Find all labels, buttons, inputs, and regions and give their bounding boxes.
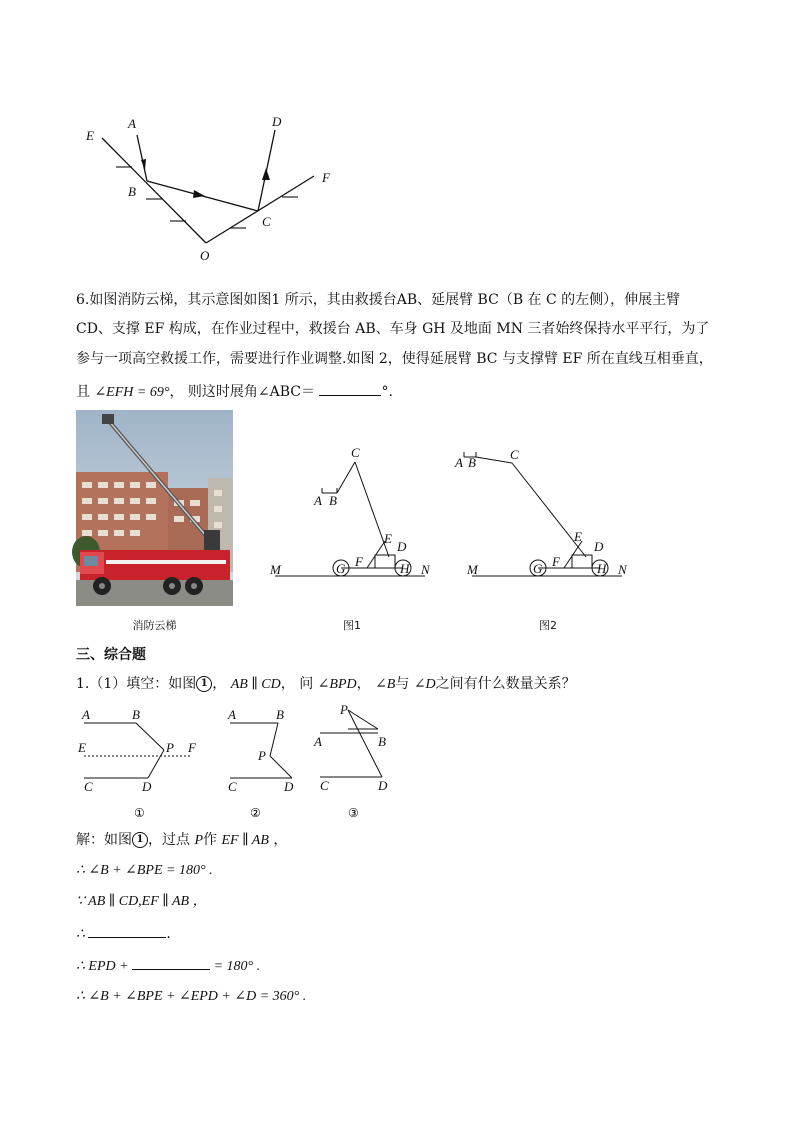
figure-q1-2	[222, 705, 312, 820]
fig1-M: M	[270, 562, 281, 577]
f2-A: A	[228, 707, 236, 722]
answer-blank-1[interactable]	[88, 923, 166, 938]
fig1-N: N	[421, 562, 430, 577]
q1-circle-num: 1	[196, 676, 212, 692]
f3-P: P	[340, 702, 348, 717]
f3-A: A	[314, 734, 322, 749]
fig2-F: F	[552, 554, 560, 569]
figure-2	[455, 445, 637, 585]
sol-l4-post: .	[166, 926, 171, 942]
f1-D: D	[142, 779, 152, 794]
f1-cap: ①	[134, 806, 145, 820]
q1-m3: ∠B	[375, 677, 396, 692]
sol-l1-math: EF ∥ AB	[221, 833, 269, 848]
f3-cap: ③	[348, 806, 359, 820]
f1-C: C	[84, 779, 93, 794]
q1-mid2: ， 问	[280, 676, 314, 692]
q6-line3: 参与一项高空救援工作，需要进行作业调整.如图 2，使得延展臂 BC 与支撑臂 EF 所在直线互相垂直，	[76, 351, 713, 367]
photo-caption: 消防云梯	[132, 619, 177, 632]
fig1-G: G	[336, 561, 346, 576]
sol-line4	[76, 923, 171, 945]
fig1-E: E	[384, 531, 392, 546]
q1-post: 之间有什么数量关系？	[435, 676, 576, 692]
f2-cap: ②	[250, 806, 261, 820]
fig2-caption: 图2	[539, 619, 557, 632]
q6-line2: CD、支撑 EF 构成，在作业过程中，救援台 AB、车身 GH 及地面 MN 三者始终保持水平平行，为了	[76, 321, 710, 337]
answer-blank-2[interactable]	[132, 955, 210, 970]
fig1-H: H	[400, 561, 410, 576]
fig1-caption: 图1	[343, 619, 361, 632]
q6-line4-mid: ， 则这时展角∠ABC＝	[169, 384, 320, 400]
figure-q1-3	[312, 700, 402, 820]
f2-D: D	[284, 779, 294, 794]
sol-l1-p: P	[194, 833, 204, 848]
label-C: C	[262, 214, 271, 229]
f1-A: A	[82, 707, 90, 722]
sol-l4-pre: ∴	[76, 927, 89, 942]
q1-m1: AB ∥ CD	[230, 677, 281, 692]
fig1-A: A	[314, 493, 322, 508]
f1-P: P	[166, 740, 174, 755]
fig2-N: N	[618, 562, 627, 577]
sol-line5	[76, 955, 260, 977]
sol-line6: ∴ ∠B + ∠BPE + ∠EPD + ∠D = 360° .	[76, 989, 307, 1004]
q1-m2: ∠BPD	[317, 677, 357, 692]
label-O: O	[200, 248, 210, 263]
fig2-B: B	[468, 455, 476, 470]
f1-B: B	[132, 707, 140, 722]
fig2-G: G	[533, 561, 543, 576]
sol-line1	[76, 830, 287, 851]
q6-line1: 6.如图消防云梯，其示意图如图1 所示，其由救援台AB、延展臂 BC（B 在 C 的左侧），伸展主臂	[76, 292, 681, 308]
sol-line3: ∵ AB ∥ CD,EF ∥ AB ，	[76, 894, 207, 909]
sol-l1-mid2: 作	[203, 832, 222, 848]
sol-l5-post: = 180° .	[210, 959, 261, 974]
sol-l1-post: ，	[268, 832, 288, 848]
fig2-A: A	[455, 455, 463, 470]
f2-P: P	[258, 748, 266, 763]
fig1-C: C	[351, 445, 360, 460]
sol-l1-mid: ，过点	[148, 832, 195, 848]
fig2-C: C	[510, 447, 519, 462]
fig2-E: E	[574, 529, 582, 544]
fig2-D: D	[594, 539, 604, 554]
sol-l1-pre: 解：如图	[76, 832, 132, 848]
fig2-H: H	[597, 561, 607, 576]
figure-q1-1	[76, 705, 206, 820]
reflection-figure	[80, 110, 340, 270]
q6-line4	[76, 381, 393, 403]
f2-B: B	[276, 707, 284, 722]
label-F: F	[322, 170, 330, 185]
f2-C: C	[228, 779, 237, 794]
q1-mid3: ，	[356, 676, 371, 692]
fig1-F: F	[355, 554, 363, 569]
q1-m4: ∠D	[413, 677, 436, 692]
label-E: E	[86, 128, 94, 143]
section-heading: 三、综合题	[76, 647, 146, 663]
q1-line	[76, 674, 576, 695]
label-B: B	[128, 184, 136, 199]
sol-circle-num: 1	[132, 832, 148, 848]
fig1-D: D	[397, 539, 407, 554]
fig2-M: M	[467, 562, 478, 577]
q6-line4-pre: 且	[76, 384, 95, 400]
q1-pre: 1.（1）填空：如图	[76, 676, 197, 692]
q1-mid4: 与	[395, 676, 410, 692]
f3-B: B	[378, 734, 386, 749]
label-D: D	[272, 114, 282, 129]
figure-1	[265, 445, 440, 585]
sol-l5-pre: ∴ EPD +	[76, 959, 133, 974]
f1-F: F	[188, 740, 196, 755]
q6-angle-efh: ∠EFH = 69°	[94, 385, 170, 400]
sol-line2: ∴ ∠B + ∠BPE = 180° .	[76, 863, 213, 878]
label-A: A	[128, 116, 136, 131]
f3-D: D	[378, 778, 388, 793]
fire-ladder-photo	[76, 410, 233, 606]
fig1-B: B	[329, 493, 337, 508]
f3-C: C	[320, 778, 329, 793]
q6-line4-post: °.	[381, 384, 393, 400]
f1-E: E	[78, 740, 86, 755]
answer-blank-abc[interactable]	[319, 381, 381, 396]
q1-mid1: ，	[212, 676, 227, 692]
